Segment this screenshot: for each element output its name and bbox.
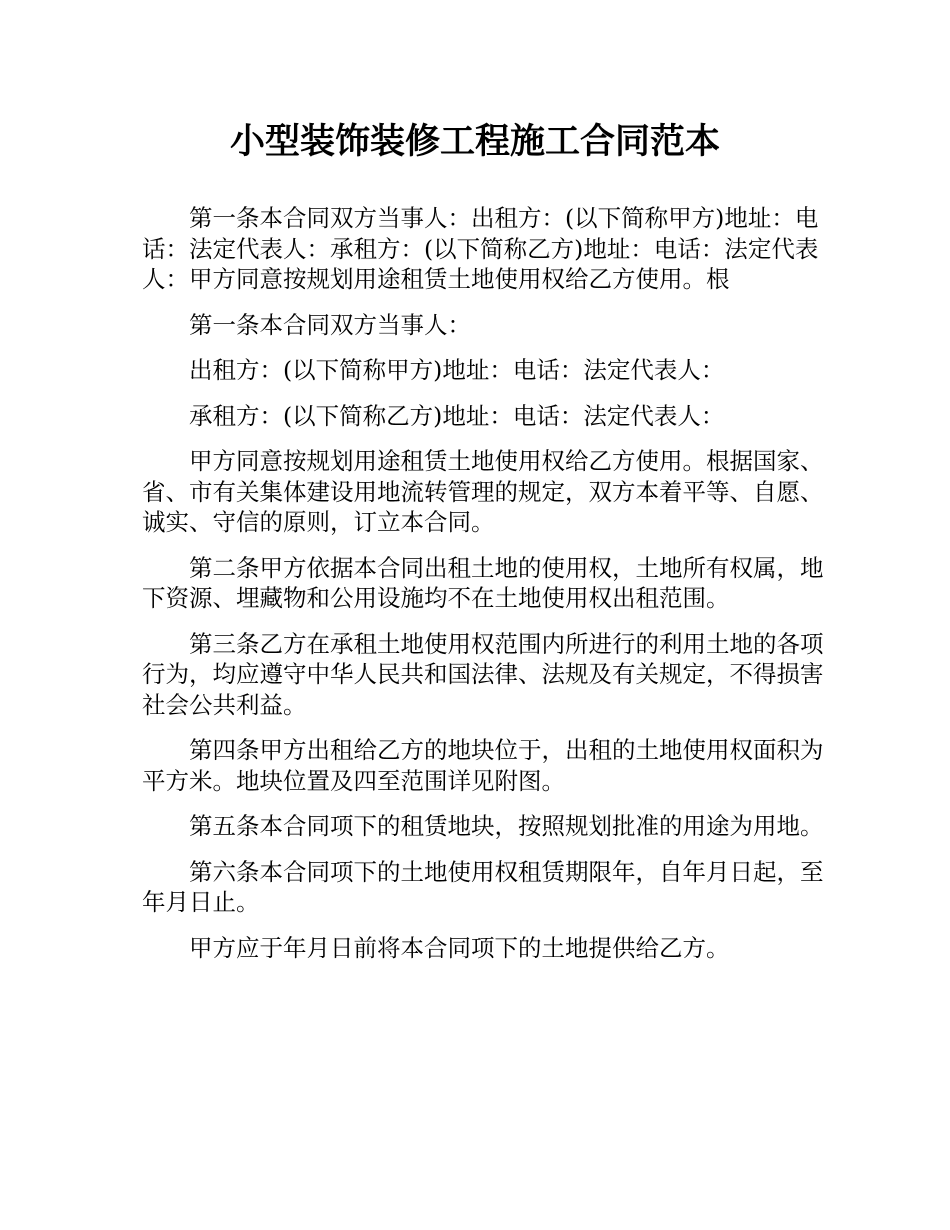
paragraph-article-5: 第五条本合同项下的租赁地块，按照规划批准的用途为用地。 — [189, 812, 824, 840]
paragraph-article-1-summary: 第一条本合同双方当事人：出租方：(以下简称甲方)地址：电话：法定代表人：承租方：(以下简称乙方)地址：电话：法定代表人：甲方同意按规划用途租赁土地使用权给乙方使用。根 — [142, 204, 819, 293]
paragraph-agreement-basis: 甲方同意按规划用途租赁土地使用权给乙方使用。根据国家、省、市有关集体建设用地流转管理的规定，双方本着平等、自愿、诚实、守信的原则，订立本合同。 — [142, 447, 824, 536]
paragraph-lessor: 出租方：(以下简称甲方)地址：电话：法定代表人： — [189, 356, 725, 384]
paragraph-article-4: 第四条甲方出租给乙方的地块位于，出租的土地使用权面积为平方米。地块位置及四至范围详见附图。 — [142, 736, 824, 795]
paragraph-article-2: 第二条甲方依据本合同出租土地的使用权，土地所有权属，地下资源、埋藏物和公用设施均不在土地使用权出租范围。 — [142, 553, 824, 612]
paragraph-lessee: 承租方：(以下简称乙方)地址：电话：法定代表人： — [189, 401, 725, 430]
document-title: 小型装饰装修工程施工合同范本 — [229, 122, 720, 162]
paragraph-land-delivery: 甲方应于年月日前将本合同项下的土地提供给乙方。 — [189, 933, 730, 962]
paragraph-article-3: 第三条乙方在承租土地使用权范围内所进行的利用土地的各项行为，均应遵守中华人民共和国法律、法规及有关规定，不得损害社会公共利益。 — [142, 629, 824, 719]
paragraph-article-6: 第六条本合同项下的土地使用权租赁期限年，自年月日起，至年月日止。 — [142, 857, 824, 916]
paragraph-article-1-parties: 第一条本合同双方当事人： — [189, 310, 471, 339]
document-body — [142, 203, 832, 978]
